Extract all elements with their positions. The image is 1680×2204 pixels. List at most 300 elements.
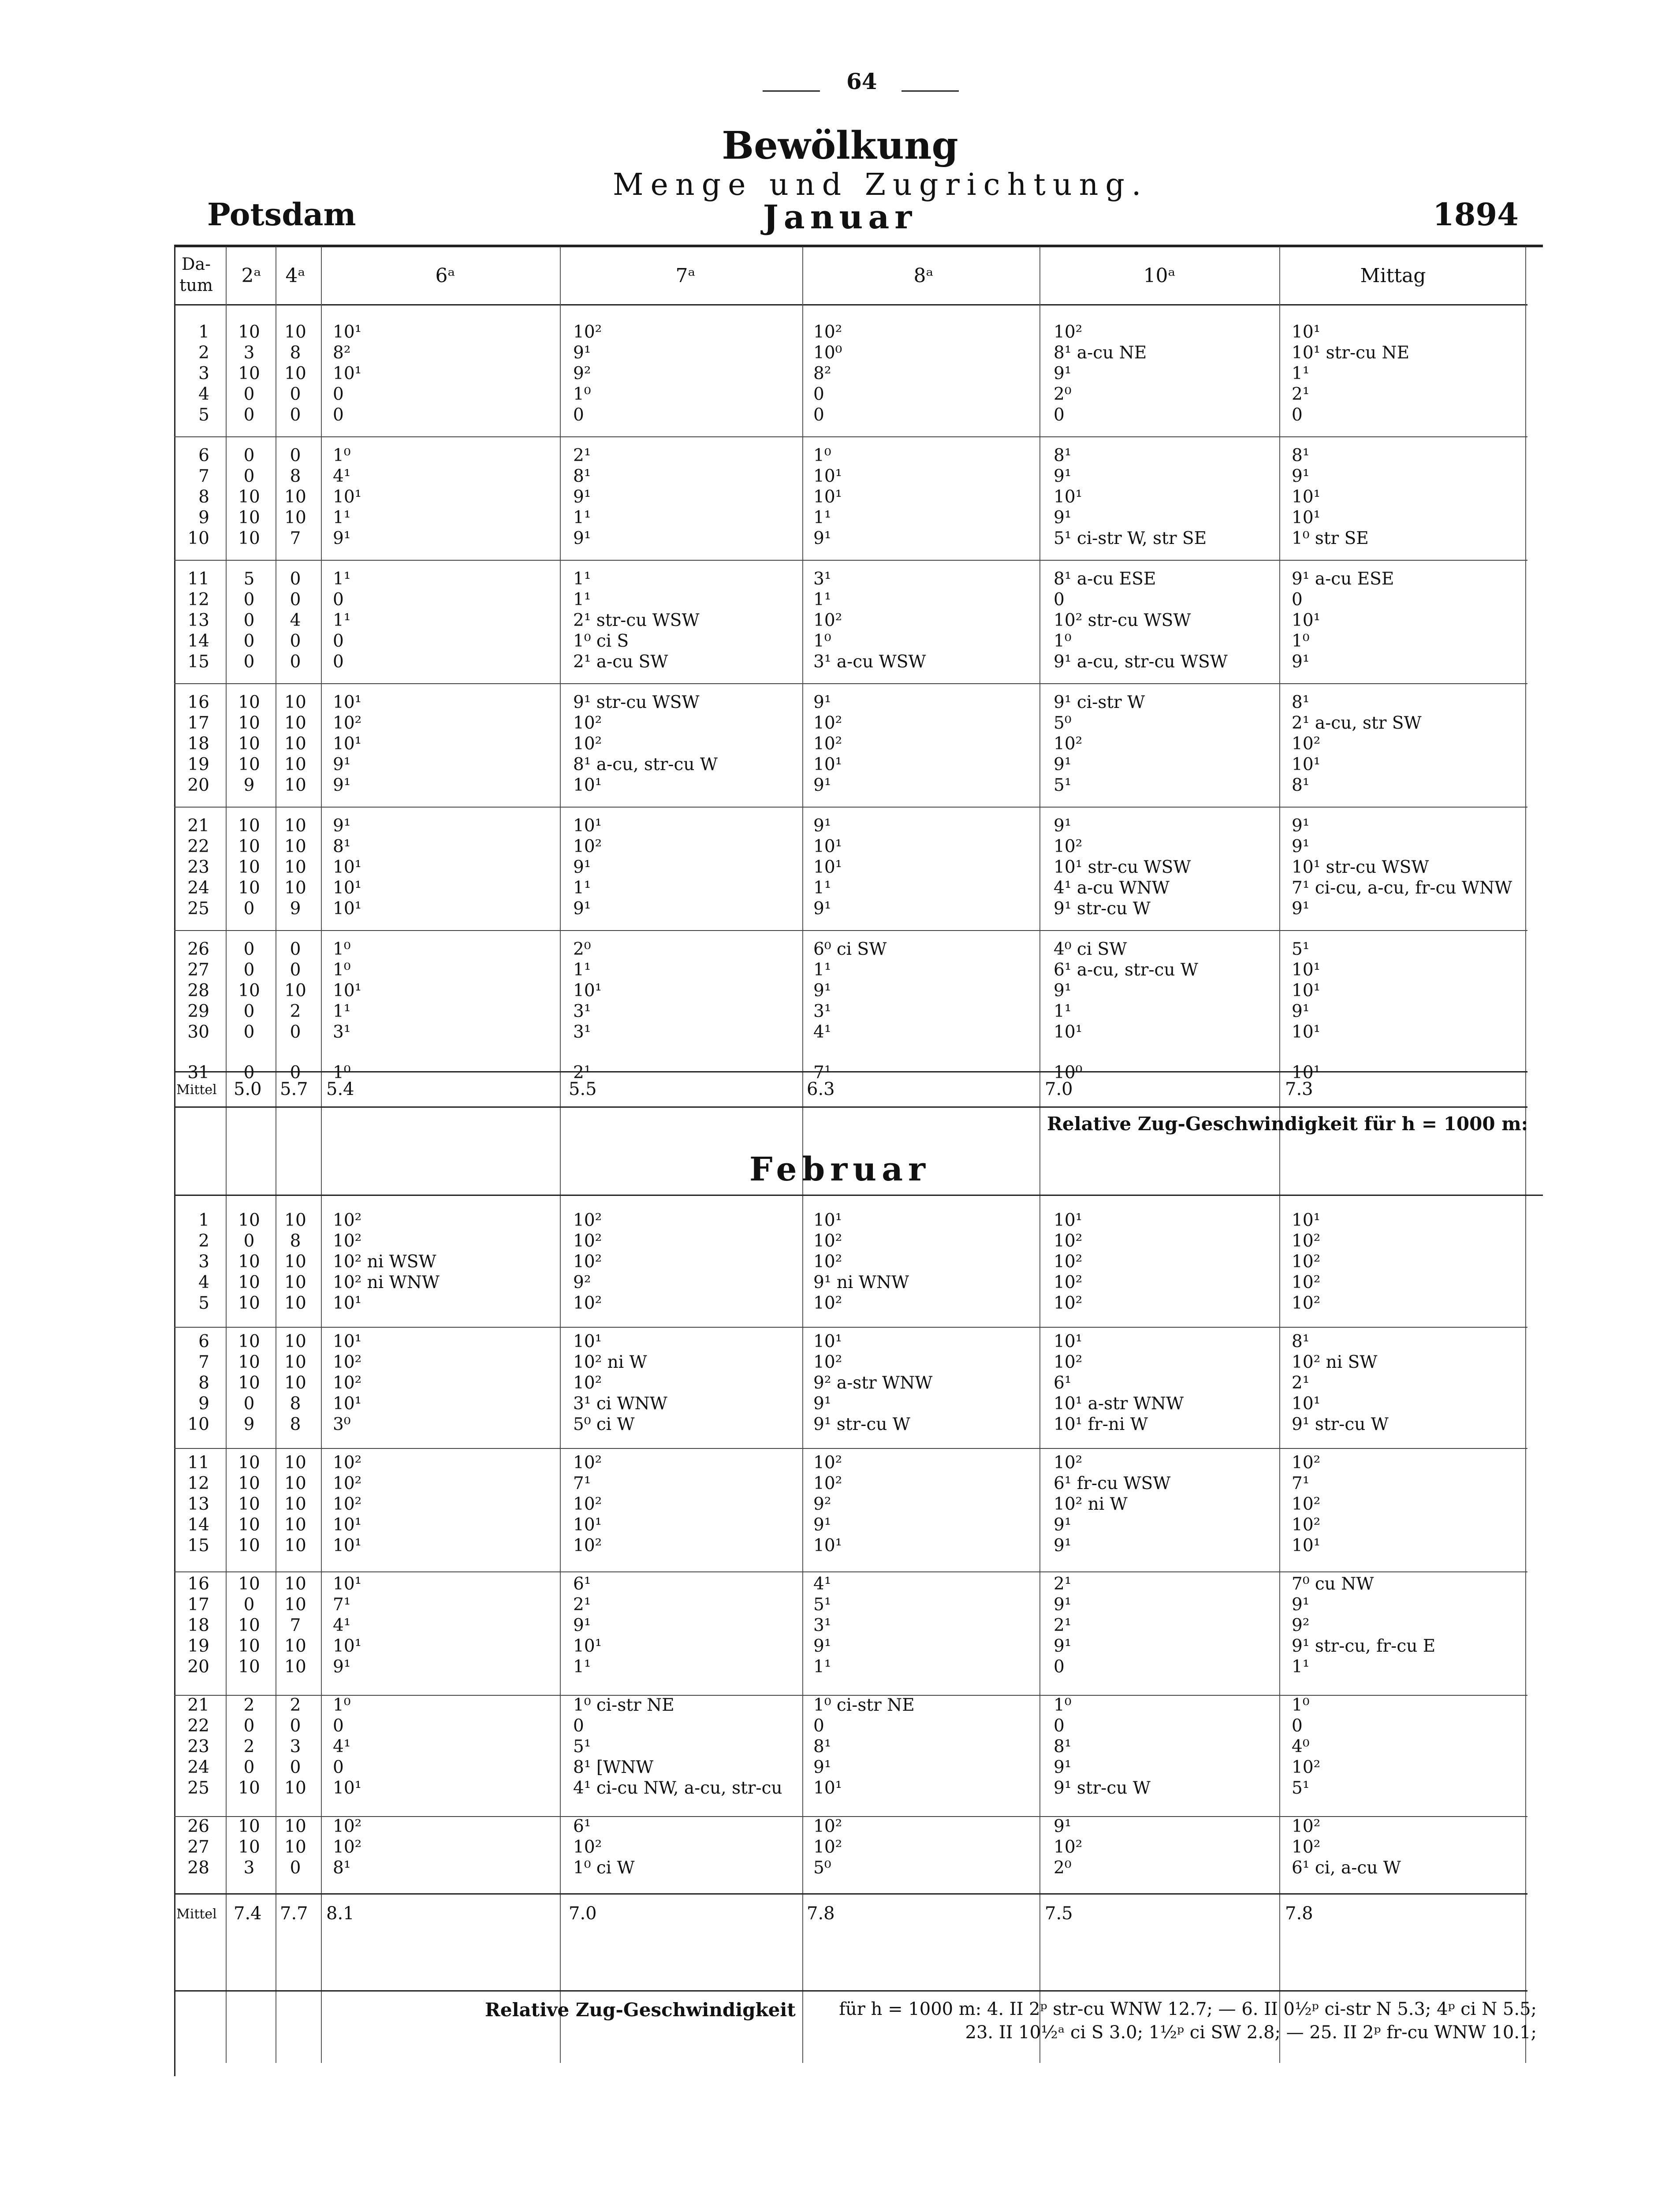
table-cell: 2¹ xyxy=(1292,384,1310,404)
table-cell: 0 xyxy=(1054,405,1065,425)
table-cell: 9¹ xyxy=(813,692,831,712)
row-date: 1 xyxy=(198,322,209,342)
table-cell: 10² xyxy=(1054,1293,1083,1313)
table-cell: 0 xyxy=(333,405,344,425)
table-cell: 0 xyxy=(333,652,344,672)
row-date: 1 xyxy=(198,1210,209,1230)
table-cell: 0 xyxy=(1054,590,1065,610)
table-cell: 0 xyxy=(243,1022,255,1042)
table-cell: 0 xyxy=(813,384,824,404)
table-cell: 10 xyxy=(238,1293,260,1313)
table-cell: 4¹ xyxy=(333,1737,351,1757)
month-januar: Januar xyxy=(763,198,917,236)
mittel-value: 7.0 xyxy=(569,1903,597,1924)
table-cell: 1⁰ ci-str NE xyxy=(813,1695,915,1715)
table-cell: 10¹ xyxy=(813,857,842,877)
table-cell: 10 xyxy=(238,1252,260,1272)
table-cell: 10² str-cu WSW xyxy=(1054,611,1191,630)
mittel-value: 7.8 xyxy=(1285,1903,1313,1924)
month-februar: Februar xyxy=(749,1150,931,1188)
table-cell: 6¹ xyxy=(1054,1373,1072,1393)
table-cell: 9¹ xyxy=(1054,466,1072,486)
table-cell: 10⁰ xyxy=(813,343,842,363)
feb-top-rule xyxy=(174,1195,1543,1196)
table-cell: 10 xyxy=(284,1474,306,1493)
table-cell: 10¹ xyxy=(1292,1536,1321,1556)
table-cell: 3¹ xyxy=(573,1022,591,1042)
table-cell: 10² xyxy=(573,1252,602,1272)
table-cell: 10² xyxy=(333,1210,362,1230)
header-6a: 6ᵃ xyxy=(435,264,455,287)
table-cell: 10² xyxy=(333,713,362,733)
table-cell: 9¹ xyxy=(573,899,591,919)
table-cell: 10² xyxy=(813,322,842,342)
table-cell: 1¹ xyxy=(813,878,831,898)
table-cell: 2 xyxy=(243,1695,255,1715)
table-cell: 5¹ xyxy=(1292,1778,1310,1798)
page-title: Bewölkung xyxy=(722,123,958,168)
table-cell: 10¹ str-cu WSW xyxy=(1054,857,1191,877)
table-cell: 0 xyxy=(243,384,255,404)
table-cell: 7¹ xyxy=(573,1474,591,1493)
table-cell: 9¹ ci-str W xyxy=(1054,692,1145,712)
row-date: 16 xyxy=(187,1574,209,1594)
table-cell: 8 xyxy=(290,1394,301,1414)
row-date: 21 xyxy=(187,1695,209,1715)
table-cell: 3 xyxy=(243,343,255,363)
jan-group-sep-3 xyxy=(174,683,1527,684)
mittel-value: 5.5 xyxy=(569,1079,597,1099)
table-cell: 0 xyxy=(243,631,255,651)
table-cell: 10 xyxy=(238,322,260,342)
table-cell: 10 xyxy=(284,487,306,507)
table-cell: 10² xyxy=(813,713,842,733)
table-cell: 1⁰ xyxy=(813,631,831,651)
table-cell: 3¹ xyxy=(573,1001,591,1021)
table-cell: 10² xyxy=(1292,1757,1321,1777)
table-cell: 10¹ xyxy=(813,1332,842,1351)
table-cell: 9¹ xyxy=(1054,981,1072,1001)
table-cell: 9² a-str WNW xyxy=(813,1373,933,1393)
table-cell: 2 xyxy=(290,1695,301,1715)
table-cell: 1¹ xyxy=(1292,1657,1310,1677)
table-cell: 10 xyxy=(238,529,260,548)
row-date: 23 xyxy=(187,1737,209,1757)
table-cell: 10 xyxy=(238,1616,260,1635)
table-cell: 10² xyxy=(333,1494,362,1514)
row-date: 2 xyxy=(198,343,209,363)
table-cell: 1⁰ ci W xyxy=(573,1858,635,1878)
table-cell: 10 xyxy=(238,1536,260,1556)
table-cell: 5¹ xyxy=(1054,775,1072,795)
table-cell: 10 xyxy=(238,878,260,898)
table-cell: 9¹ xyxy=(1054,1536,1072,1556)
row-date: 27 xyxy=(187,1837,209,1857)
table-cell: 10² xyxy=(813,1453,842,1473)
table-cell: 9¹ xyxy=(1054,755,1072,774)
table-cell: 10¹ xyxy=(333,1778,362,1798)
row-date: 12 xyxy=(187,1474,209,1493)
table-cell: 0 xyxy=(243,1716,255,1736)
table-cell: 10¹ xyxy=(333,981,362,1001)
table-cell: 1⁰ xyxy=(1292,631,1310,651)
table-cell: 10² xyxy=(813,1252,842,1272)
table-cell: 10² xyxy=(573,1837,602,1857)
table-cell: 10¹ str-cu WSW xyxy=(1292,857,1429,877)
table-cell: 0 xyxy=(290,1063,301,1083)
table-cell: 10 xyxy=(238,981,260,1001)
table-cell: 1⁰ ci-str NE xyxy=(573,1695,674,1715)
table-cell: 8 xyxy=(290,1415,301,1434)
row-date: 2 xyxy=(198,1231,209,1251)
table-cell: 1⁰ xyxy=(333,960,351,980)
table-cell: 1¹ xyxy=(573,878,591,898)
table-cell: 10 xyxy=(284,1515,306,1535)
table-cell: 1¹ xyxy=(813,1657,831,1677)
table-cell: 10 xyxy=(238,1515,260,1535)
header-bottom-rule xyxy=(174,304,1527,305)
table-cell: 0 xyxy=(333,384,344,404)
table-cell: 3 xyxy=(243,1858,255,1878)
table-cell: 10² xyxy=(1054,1273,1083,1292)
row-date: 27 xyxy=(187,960,209,980)
row-date: 3 xyxy=(198,364,209,383)
table-cell: 2⁰ xyxy=(1054,384,1072,404)
feb-relative-label: Relative Zug-Geschwindigkeit xyxy=(485,1999,796,2021)
table-cell: 8¹ a-cu NE xyxy=(1054,343,1147,363)
table-cell: 0 xyxy=(243,899,255,919)
table-cell: 0 xyxy=(243,1001,255,1021)
table-cell: 9¹ xyxy=(1292,1001,1310,1021)
table-cell: 10¹ xyxy=(333,1332,362,1351)
table-cell: 10² xyxy=(333,1837,362,1857)
table-cell: 2¹ xyxy=(573,446,591,465)
table-cell: 5¹ xyxy=(573,1737,591,1757)
header-10a: 10ᵃ xyxy=(1143,264,1176,287)
table-cell: 10¹ xyxy=(1292,508,1321,528)
table-cell: 0 xyxy=(243,1231,255,1251)
table-cell: 10¹ xyxy=(1292,755,1321,774)
row-date: 26 xyxy=(187,939,209,959)
row-date: 18 xyxy=(187,1616,209,1635)
table-cell: 2¹ a-cu SW xyxy=(573,652,668,672)
table-cell: 9 xyxy=(243,775,255,795)
table-cell: 10² xyxy=(1292,1817,1321,1836)
table-cell: 10 xyxy=(284,1373,306,1393)
row-date: 12 xyxy=(187,590,209,610)
mittel-value: 5.7 xyxy=(280,1079,308,1099)
table-cell: 8² xyxy=(333,343,351,363)
table-cell: 10² xyxy=(573,1373,602,1393)
table-cell: 10² xyxy=(1054,1352,1083,1372)
row-date: 14 xyxy=(187,1515,209,1535)
table-cell: 10² xyxy=(1292,734,1321,754)
row-date: 22 xyxy=(187,837,209,856)
table-cell: 1⁰ ci S xyxy=(573,631,629,651)
mittel-value: 7.5 xyxy=(1045,1903,1073,1924)
row-date: 4 xyxy=(198,384,209,404)
table-cell: 10² xyxy=(573,1536,602,1556)
table-cell: 1⁰ xyxy=(1054,1695,1072,1715)
table-cell: 8 xyxy=(290,1231,301,1251)
row-date: 21 xyxy=(187,816,209,836)
feb-group-sep-1 xyxy=(174,1327,1527,1328)
table-cell: 7⁰ cu NW xyxy=(1292,1574,1374,1594)
table-cell: 8¹ xyxy=(1292,446,1310,465)
table-cell: 0 xyxy=(243,466,255,486)
table-cell: 10² xyxy=(1292,1252,1321,1272)
table-cell: 9¹ a-cu ESE xyxy=(1292,569,1394,589)
table-cell: 10¹ xyxy=(1292,1394,1321,1414)
row-date: 29 xyxy=(187,1001,209,1021)
header-7a: 7ᵃ xyxy=(675,264,696,287)
table-cell: 10² xyxy=(573,1231,602,1251)
table-cell: 10¹ fr-ni W xyxy=(1054,1415,1148,1434)
row-date: 20 xyxy=(187,1657,209,1677)
table-cell: 10 xyxy=(238,1210,260,1230)
table-cell: 8¹ xyxy=(333,1858,351,1878)
table-cell: 10 xyxy=(238,1474,260,1493)
row-date: 11 xyxy=(187,1453,209,1473)
table-cell: 10 xyxy=(284,734,306,754)
table-cell: 2¹ str-cu WSW xyxy=(573,611,700,630)
table-cell: 1¹ xyxy=(813,590,831,610)
table-cell: 10 xyxy=(284,508,306,528)
table-cell: 10¹ xyxy=(1054,1210,1083,1230)
table-cell: 5⁰ xyxy=(1054,713,1072,733)
table-cell: 10 xyxy=(238,1494,260,1514)
table-cell: 0 xyxy=(1292,1716,1303,1736)
table-cell: 10¹ xyxy=(333,1515,362,1535)
table-cell: 10¹ xyxy=(333,322,362,342)
table-cell: 4¹ ci-cu NW, a-cu, str-cu xyxy=(573,1778,782,1798)
table-cell: 10² xyxy=(573,1453,602,1473)
table-cell: 2¹ xyxy=(1054,1616,1072,1635)
table-cell: 10² xyxy=(813,1293,842,1313)
row-date: 15 xyxy=(187,652,209,672)
table-cell: 10¹ xyxy=(1292,1210,1321,1230)
table-top-rule xyxy=(174,245,1543,247)
table-cell: 10² xyxy=(813,734,842,754)
table-cell: 10 xyxy=(238,1273,260,1292)
feb-group-sep-5 xyxy=(174,1816,1527,1817)
table-cell: 10 xyxy=(284,1536,306,1556)
table-cell: 6¹ xyxy=(573,1574,591,1594)
header-2a: 2ᵃ xyxy=(241,264,261,287)
table-cell: 10¹ xyxy=(573,1332,602,1351)
table-cell: 9¹ xyxy=(1054,364,1072,383)
jan-group-sep-5 xyxy=(174,930,1527,931)
table-cell: 10 xyxy=(284,857,306,877)
jan-mittel-rule xyxy=(174,1071,1527,1072)
table-cell: 10 xyxy=(284,1210,306,1230)
mittel-value: 7.0 xyxy=(1045,1079,1073,1099)
table-cell: 0 xyxy=(243,1757,255,1777)
jan-group-sep-1 xyxy=(174,436,1527,437)
table-cell: 0 xyxy=(243,1063,255,1083)
row-date: 25 xyxy=(187,899,209,919)
table-cell: 2¹ xyxy=(1292,1373,1310,1393)
table-cell: 10² xyxy=(1054,734,1083,754)
table-cell: 9¹ xyxy=(333,775,351,795)
table-cell: 9¹ xyxy=(573,1616,591,1635)
table-cell: 10 xyxy=(238,364,260,383)
table-cell: 10² ni WSW xyxy=(333,1252,436,1272)
table-cell: 10 xyxy=(238,692,260,712)
table-cell: 9¹ xyxy=(813,775,831,795)
table-cell: 10 xyxy=(238,487,260,507)
row-date: 23 xyxy=(187,857,209,877)
table-cell: 1⁰ xyxy=(333,446,351,465)
row-date: 22 xyxy=(187,1716,209,1736)
table-cell: 9¹ str-cu WSW xyxy=(573,692,700,712)
table-cell: 6¹ fr-cu WSW xyxy=(1054,1474,1171,1493)
table-cell: 3¹ ci WNW xyxy=(573,1394,667,1414)
feb-relative-line-2: 23. II 10½ᵃ ci S 3.0; 1½ᵖ ci SW 2.8; — 25. II 2ᵖ fr-cu WNW 10.1; xyxy=(965,2022,1537,2043)
table-cell: 0 xyxy=(290,384,301,404)
table-cell: 9¹ xyxy=(813,899,831,919)
table-cell: 10² xyxy=(813,611,842,630)
table-cell: 4⁰ ci SW xyxy=(1054,939,1127,959)
table-cell: 5¹ xyxy=(813,1595,831,1615)
table-cell: 1¹ xyxy=(573,1657,591,1677)
table-cell: 5⁰ xyxy=(813,1858,831,1878)
table-cell: 10¹ xyxy=(333,1293,362,1313)
table-cell: 10² xyxy=(333,1474,362,1493)
table-cell: 1⁰ str SE xyxy=(1292,529,1369,548)
table-cell: 10¹ a-str WNW xyxy=(1054,1394,1184,1414)
table-cell: 9¹ xyxy=(1292,1595,1310,1615)
table-cell: 10¹ xyxy=(333,857,362,877)
table-cell: 10² xyxy=(573,1293,602,1313)
feb-relative-line-1: für h = 1000 m: 4. II 2ᵖ str-cu WNW 12.7; — 6. II 0½ᵖ ci-str N 5.3; 4ᵖ ci N 5.5; xyxy=(839,1999,1537,2019)
table-cell: 10 xyxy=(284,1293,306,1313)
mittel-value: 7.7 xyxy=(280,1903,308,1924)
feb-mittel-label: Mittel xyxy=(176,1906,217,1922)
header-datum: Da- tum xyxy=(179,254,213,295)
table-cell: 10¹ xyxy=(333,878,362,898)
table-cell: 0 xyxy=(290,405,301,425)
table-cell: 8 xyxy=(290,343,301,363)
table-cell: 10 xyxy=(284,1352,306,1372)
table-cell: 9¹ xyxy=(813,981,831,1001)
table-cell: 10¹ xyxy=(813,1210,842,1230)
table-cell: 10 xyxy=(238,1817,260,1836)
table-cell: 10² xyxy=(1292,1453,1321,1473)
table-cell: 10⁰ xyxy=(1054,1063,1083,1083)
table-cell: 10² xyxy=(1292,1837,1321,1857)
table-cell: 1⁰ xyxy=(333,1695,351,1715)
table-cell: 10¹ xyxy=(333,1394,362,1414)
table-cell: 10¹ xyxy=(1292,960,1321,980)
table-cell: 9¹ xyxy=(1054,1817,1072,1836)
header-8a: 8ᵃ xyxy=(913,264,934,287)
table-cell: 9¹ xyxy=(573,343,591,363)
table-cell: 9¹ xyxy=(813,816,831,836)
table-cell: 10² xyxy=(573,734,602,754)
table-cell: 10 xyxy=(284,755,306,774)
table-cell: 1¹ xyxy=(1292,364,1310,383)
table-cell: 10 xyxy=(284,1574,306,1594)
table-cell: 9¹ xyxy=(1292,837,1310,856)
table-cell: 8¹ xyxy=(573,466,591,486)
table-cell: 9 xyxy=(243,1415,255,1434)
mittel-value: 5.0 xyxy=(234,1079,262,1099)
table-cell: 8¹ xyxy=(333,837,351,856)
table-cell: 9¹ str-cu, fr-cu E xyxy=(1292,1636,1436,1656)
table-cell: 10¹ xyxy=(573,1636,602,1656)
table-cell: 10¹ xyxy=(813,837,842,856)
table-cell: 10² xyxy=(1292,1515,1321,1535)
table-cell: 9¹ xyxy=(333,1657,351,1677)
table-cell: 9¹ str-cu W xyxy=(1054,899,1151,919)
table-cell: 10 xyxy=(284,1252,306,1272)
row-date: 18 xyxy=(187,734,209,754)
row-date: 13 xyxy=(187,611,209,630)
table-cell: 10 xyxy=(284,1595,306,1615)
table-cell: 5⁰ ci W xyxy=(573,1415,635,1434)
table-cell: 10² xyxy=(1054,322,1083,342)
row-date: 3 xyxy=(198,1252,209,1272)
table-cell: 6¹ a-cu, str-cu W xyxy=(1054,960,1198,980)
table-cell: 0 xyxy=(1054,1716,1065,1736)
table-cell: 10¹ xyxy=(573,981,602,1001)
table-cell: 2 xyxy=(290,1001,301,1021)
table-cell: 10¹ xyxy=(1054,1022,1083,1042)
row-date: 7 xyxy=(198,466,209,486)
table-cell: 0 xyxy=(290,1858,301,1878)
table-cell: 10¹ xyxy=(813,466,842,486)
table-cell: 0 xyxy=(243,939,255,959)
table-cell: 8¹ xyxy=(1054,1737,1072,1757)
table-cell: 9¹ xyxy=(1054,816,1072,836)
table-cell: 10 xyxy=(238,1636,260,1656)
table-cell: 2⁰ xyxy=(1054,1858,1072,1878)
table-cell: 0 xyxy=(573,405,584,425)
table-cell: 9¹ xyxy=(333,816,351,836)
table-cell: 3¹ a-cu WSW xyxy=(813,652,926,672)
table-cell: 10¹ xyxy=(333,1574,362,1594)
table-cell: 0 xyxy=(243,652,255,672)
table-cell: 10 xyxy=(238,1332,260,1351)
table-cell: 9¹ xyxy=(333,755,351,774)
table-cell: 10¹ xyxy=(333,899,362,919)
table-cell: 2¹ xyxy=(573,1595,591,1615)
table-cell: 7 xyxy=(290,1616,301,1635)
table-cell: 1¹ xyxy=(813,508,831,528)
year: 1894 xyxy=(1433,196,1519,233)
row-date: 24 xyxy=(187,1757,209,1777)
table-cell: 10 xyxy=(238,1574,260,1594)
row-date: 20 xyxy=(187,775,209,795)
table-cell: 10² xyxy=(333,1352,362,1372)
table-cell: 2¹ xyxy=(573,1063,591,1083)
table-cell: 3¹ xyxy=(813,1001,831,1021)
jan-group-sep-2 xyxy=(174,560,1527,561)
table-cell: 0 xyxy=(290,1022,301,1042)
table-cell: 0 xyxy=(290,1757,301,1777)
table-cell: 1¹ xyxy=(333,611,351,630)
table-cell: 10 xyxy=(238,713,260,733)
table-cell: 0 xyxy=(243,1394,255,1414)
feb-group-sep-2 xyxy=(174,1448,1527,1449)
table-cell: 9¹ xyxy=(333,529,351,548)
table-cell: 9¹ xyxy=(1054,1595,1072,1615)
table-cell: 1¹ xyxy=(333,508,351,528)
table-cell: 10 xyxy=(238,755,260,774)
table-cell: 10 xyxy=(284,981,306,1001)
row-date: 25 xyxy=(187,1778,209,1798)
